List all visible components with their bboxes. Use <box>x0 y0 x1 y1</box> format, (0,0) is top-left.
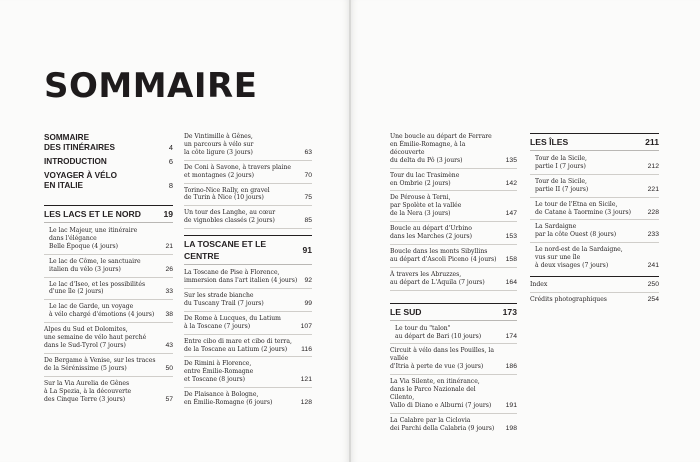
section-title: LE SUD <box>390 306 422 317</box>
entry-title: La Calabre par la Ciclovia dei Parchi della Calabria (9 jours) <box>390 416 495 432</box>
toc-entry[interactable] <box>44 326 173 354</box>
page-title: SOMMAIRE <box>44 66 258 106</box>
toc-entry[interactable] <box>184 133 312 161</box>
entry-title: Index <box>530 280 548 288</box>
entry-title: Le lac de Garde, un voyage à vélo chargé d'émotions (4 jours) <box>49 303 155 319</box>
toc-entry[interactable] <box>44 227 173 255</box>
toc-entry[interactable] <box>530 223 659 243</box>
entry-title: Crédits photographiques <box>530 295 607 303</box>
entry-title: Le tour de l'Etna en Sicile, de Catane à Taormine (3 jours) <box>535 200 631 216</box>
entry-page: 254 <box>647 295 659 303</box>
entry-page: 116 <box>301 345 312 353</box>
entry-page: 212 <box>647 162 659 170</box>
entry-title: De Rimini à Florence, entre Émilie-Romagne et Toscane (8 jours) <box>184 360 254 384</box>
toc-entry[interactable] <box>530 201 659 221</box>
entry-page: 153 <box>505 233 517 241</box>
entry-title: La Sardaigne par la côte Ouest (8 jours) <box>535 223 617 239</box>
entry-page: 228 <box>647 208 659 216</box>
entry-page: 221 <box>647 185 659 193</box>
entry-title: Le lac d'Iseo, et les possibilités d'une île (2 jours) <box>49 280 146 296</box>
entry-title: Boucle dans les monts Sibyllins au départ d'Ascoli Piceno (4 jours) <box>390 247 497 263</box>
toc-entry[interactable] <box>530 296 659 307</box>
entry-page: 174 <box>505 332 517 340</box>
section-title: LA TOSCANE ET LE CENTRE <box>184 239 267 262</box>
toc-entry[interactable] <box>390 378 517 414</box>
toc-entry[interactable] <box>184 269 312 289</box>
toc-entry[interactable] <box>184 338 312 358</box>
toc-entry[interactable] <box>390 325 517 345</box>
section-title: LES ÎLES <box>530 137 569 147</box>
entry-title: Le nord-est de la Sardaigne, vus sur une île à deux visages (7 jours) <box>535 246 623 270</box>
entry-page: 142 <box>505 179 517 187</box>
entry-page: 164 <box>505 278 517 286</box>
toc-entry[interactable] <box>44 303 173 323</box>
entry-page: 233 <box>647 231 659 239</box>
toc-entry[interactable] <box>44 281 173 301</box>
entry-page: 6 <box>168 157 173 166</box>
entry-title: La Toscane de Pise à Florence, immersion dans l'art italien (4 jours) <box>184 269 298 285</box>
entry-title: De Bergame à Venise, sur les traces de la Sérénissime (5 jours) <box>44 356 156 372</box>
section-page: 19 <box>163 209 173 219</box>
toc-entry[interactable] <box>390 194 517 222</box>
entry-page: 99 <box>304 299 312 307</box>
toc-entry[interactable] <box>44 133 173 153</box>
entry-title: Boucle au départ d'Urbino dans les Marches (2 jours) <box>390 225 473 241</box>
toc-entry[interactable] <box>390 133 517 169</box>
entry-page: 50 <box>165 364 173 372</box>
toc-entry[interactable] <box>184 209 312 229</box>
entry-page: 43 <box>165 341 173 349</box>
entry-title: Une boucle au départ de Ferrare en Émilie-Romagne, à la découverte du delta du Pô (3 jours) <box>390 133 492 164</box>
entry-title: La Via Silente, en itinérance, dans le Parco Nazionale del Cilento, Vallo di Diano e Alburni (7 jours) <box>390 378 492 409</box>
toc-entry[interactable] <box>530 155 659 175</box>
entry-page: 57 <box>165 395 173 403</box>
entry-page: 8 <box>168 181 173 190</box>
entry-title: Sur les strade bianche du Tuscany Trail (7 jours) <box>184 291 264 307</box>
entry-title: Tour de la Sicile, partie I (7 jours) <box>535 155 587 170</box>
entry-page: 198 <box>505 424 517 432</box>
toc-entry[interactable] <box>390 271 517 291</box>
toc-entry[interactable] <box>390 347 517 375</box>
toc-column-1 <box>44 133 173 409</box>
entry-page: 85 <box>304 217 312 225</box>
section-title: LES LACS ET LE NORD <box>44 209 141 219</box>
entry-title: Le tour du "talon" au départ de Bari (10 jours) <box>395 324 482 340</box>
entry-title: Alpes du Sud et Dolomites, une semaine de vélo haut perché dans le Sud-Tyrol (7 jours) <box>44 326 147 349</box>
section-heading-iles[interactable] <box>530 133 659 151</box>
entry-title: VOYAGER À VÉLO EN ITALIE <box>44 171 117 190</box>
entry-title: De Pérouse à Terni, par Spolète et la vallée de la Nera (3 jours) <box>390 194 462 218</box>
entry-page: 63 <box>304 148 312 156</box>
entry-page: 158 <box>505 255 517 263</box>
entry-title: Entre cibo di mare et cibo di terra, de la Toscane au Latium (2 jours) <box>184 337 292 353</box>
toc-column-2 <box>184 133 312 413</box>
toc-entry[interactable] <box>184 391 312 410</box>
entry-title: Le lac de Côme, le sanctuaire italien du vélo (3 jours) <box>49 257 141 273</box>
section-page: 91 <box>302 245 312 256</box>
entry-title: Le lac Majeur, une itinéraire dans l'élégance Belle Époque (4 jours) <box>49 227 138 250</box>
toc-entry[interactable] <box>184 164 312 184</box>
section-heading-toscane[interactable] <box>184 235 312 265</box>
toc-entry[interactable] <box>44 171 173 191</box>
entry-title: Tour du lac Trasimène en Ombrie (2 jours) <box>390 171 460 187</box>
toc-entry[interactable] <box>530 246 659 277</box>
entry-title: Sur la Via Aurelia de Gênes à La Spezia, à la découverte des Cinque Terre (3 jours) <box>44 379 132 403</box>
entry-title: Un tour des Langhe, au cœur de vignobles classés (2 jours) <box>184 209 276 225</box>
toc-entry[interactable] <box>390 172 517 192</box>
section-heading-sud[interactable] <box>390 303 517 321</box>
entry-page: 38 <box>165 311 173 319</box>
toc-entry[interactable] <box>530 281 659 293</box>
entry-page: 186 <box>505 363 517 371</box>
entry-page: 135 <box>505 156 517 164</box>
toc-entry[interactable] <box>44 258 173 278</box>
entry-title: De Plaisance à Bologne, en Émilie-Romagne (6 jours) <box>184 391 273 407</box>
entry-page: 70 <box>304 171 312 179</box>
entry-page: 147 <box>505 210 517 218</box>
section-page: 173 <box>502 306 517 317</box>
toc-entry[interactable] <box>44 357 173 377</box>
entry-title: De Coni à Savone, à travers plaine et montagnes (2 jours) <box>184 163 292 179</box>
section-heading-lacs[interactable] <box>44 205 173 223</box>
entry-page: 107 <box>300 322 312 330</box>
entry-title: INTRODUCTION <box>44 157 107 166</box>
entry-page: 121 <box>300 376 312 384</box>
toc-entry[interactable] <box>184 187 312 207</box>
toc-entry[interactable] <box>44 157 173 167</box>
toc-entry[interactable] <box>184 292 312 312</box>
entry-page: 92 <box>304 277 312 285</box>
entry-title: SOMMAIRE DES ITINÉRAIRES <box>44 133 115 152</box>
entry-page: 33 <box>165 288 173 296</box>
entry-title: Tour de la Sicile, partie II (7 jours) <box>535 177 589 193</box>
entry-page: 26 <box>165 265 173 273</box>
entry-title: Circuit à vélo dans les Pouilles, la vallée d'Itria à perte de vue (3 jours) <box>390 347 494 371</box>
entry-title: Torino-Nice Rally, en gravel de Turin à Nice (10 jours) <box>184 186 270 202</box>
toc-column-4 <box>530 133 659 310</box>
entry-page: 128 <box>300 399 312 407</box>
toc-entry[interactable] <box>44 380 173 407</box>
entry-page: 4 <box>168 143 173 152</box>
toc-entry[interactable] <box>390 225 517 245</box>
entry-page: 250 <box>647 280 659 288</box>
section-page: 211 <box>645 137 659 147</box>
toc-entry[interactable] <box>184 360 312 388</box>
entry-title: De Rome à Lucques, du Latium à la Toscane (7 jours) <box>184 314 281 330</box>
entry-page: 241 <box>647 262 659 270</box>
toc-entry[interactable] <box>530 178 659 198</box>
entry-page: 75 <box>304 194 312 202</box>
entry-title: De Vintimille à Gênes, un parcours à vélo sur la côte ligure (3 jours) <box>184 133 254 156</box>
entry-page: 21 <box>165 242 173 250</box>
intro-list <box>44 133 173 191</box>
entry-title: À travers les Abruzzes, au départ de L'Aquila (7 jours) <box>390 270 485 286</box>
toc-entry[interactable] <box>184 315 312 335</box>
toc-entry[interactable] <box>390 248 517 268</box>
toc-entry[interactable] <box>390 417 517 436</box>
entry-page: 191 <box>505 401 517 409</box>
toc-column-3 <box>390 133 517 439</box>
